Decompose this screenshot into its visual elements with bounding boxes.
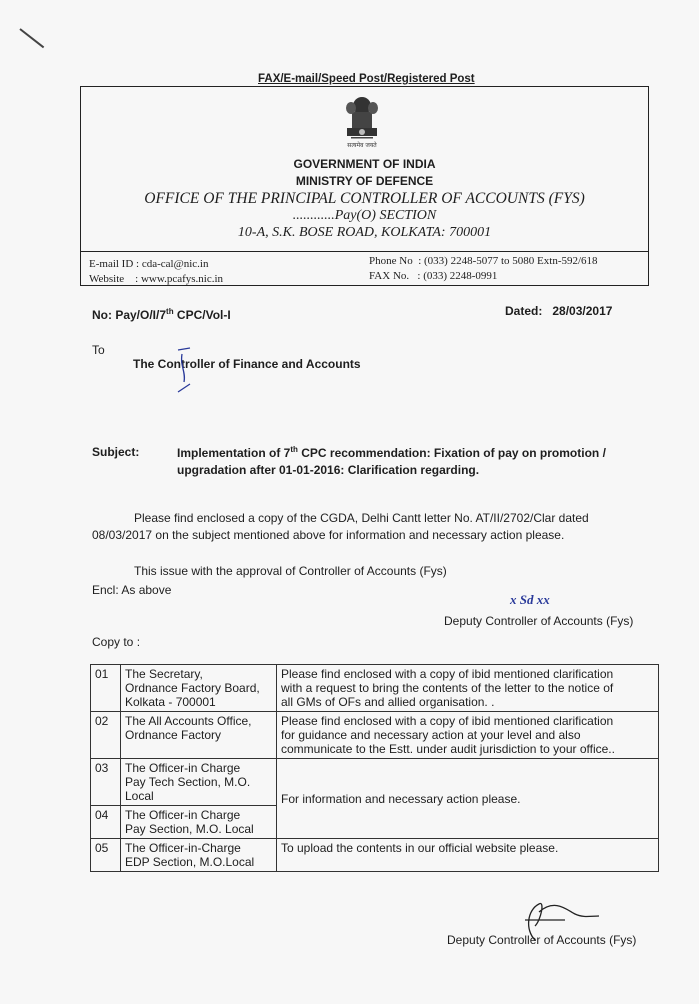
section-title: ............Pay(O) SECTION [292,208,437,223]
action-cell: Please find enclosed with a copy of ibid mentioned clarification for guidance and necessary action at your level and also communicate to the Estt. under audit jurisdiction to your office.. [277,712,659,759]
office-address: 10-A, S.K. BOSE ROAD, KOLKATA: 700001 [237,225,492,240]
paragraph-1-line-1: Please find enclosed a copy of the CGDA, Delhi Cantt letter No. AT/II/2702/Clar dated [134,511,589,525]
phone-line: Phone No : (033) 2248-5077 to 5080 Extn-592/618 [369,255,598,267]
action-cell: To upload the contents in our official website please. [277,839,659,872]
email-line: E-mail ID : cda-cal@nic.in [89,258,209,270]
table-row [91,839,659,872]
row-number: 01 [91,665,121,712]
scan-pen-mark [19,28,44,48]
row-number: 03 [91,759,121,806]
sd-mark: x Sd xx [510,592,550,607]
to-label: To [92,343,105,357]
website-line: Website : www.pcafys.nic.in [89,273,224,285]
government-title: GOVERNMENT OF INDIA [293,157,436,171]
signatory-bottom: Deputy Controller of Accounts (Fys) [447,933,637,947]
action-cell: Please find enclosed with a copy of ibid mentioned clarification with a request to bring the contents of the letter to the notice of all GMs of OFs and allied organisation. . [277,665,659,712]
row-number: 05 [91,839,121,872]
letter-date: Dated: 28/03/2017 [505,304,613,318]
subject-text: Implementation of 7th CPC recommendation: Fixation of pay on promotion / upgradation after 01-01-2016: Clarification regarding. [177,445,606,477]
fax-line: FAX No. : (033) 2248-0991 [369,270,498,282]
national-emblem-icon [337,94,387,152]
paragraph-2: This issue with the approval of Controller of Accounts (Fys) [134,564,447,578]
row-number: 02 [91,712,121,759]
row-number: 04 [91,806,121,839]
emblem-caption: सत्यमेव जयते [347,142,377,149]
subject-label: Subject: [92,445,140,459]
ministry-title: MINISTRY OF DEFENCE [295,174,434,188]
office-title: OFFICE OF THE PRINCIPAL CONTROLLER OF ACCOUNTS (FYS) [144,190,585,207]
pen-annotation [160,346,200,396]
recipient-cell: The Secretary, Ordnance Factory Board, Kolkata - 700001 [121,665,277,712]
recipient-cell: The Officer-in-Charge EDP Section, M.O.Local [121,839,277,872]
dispatch-mode: FAX/E-mail/Speed Post/Registered Post [258,73,475,85]
copy-to-table [90,664,659,872]
recipient-cell: The All Accounts Office, Ordnance Factory [121,712,277,759]
table-row [91,759,659,806]
table-row [91,665,659,712]
recipient-cell: The Officer-in Charge Pay Section, M.O. Local [121,806,277,839]
reference-number: No: Pay/O/I/7th CPC/Vol-I [92,307,231,322]
letterhead-divider [80,251,649,252]
recipient-cell: The Officer-in Charge Pay Tech Section, M.O. Local [121,759,277,806]
paragraph-1-line-2: 08/03/2017 on the subject mentioned above for information and necessary action please. [92,528,565,542]
enclosure: Encl: As above [92,583,172,597]
action-cell: For information and necessary action please. [277,759,659,839]
table-row [91,712,659,759]
recipient: The Controller of Finance and Accounts [133,357,361,371]
copy-to-label: Copy to : [92,635,141,649]
signatory: Deputy Controller of Accounts (Fys) [444,614,634,628]
